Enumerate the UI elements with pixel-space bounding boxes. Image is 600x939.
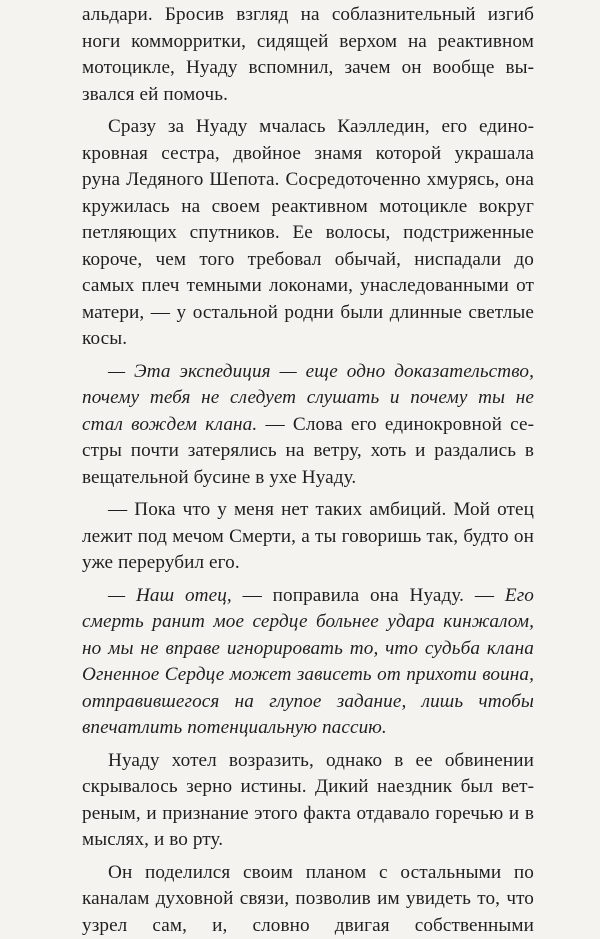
paragraph-expedition-dialogue xyxy=(82,359,534,492)
narration: — Слова его единокровной сестры почти затерялись на ветру, хоть и раздались в вещательной бусине в ухе Нуаду. xyxy=(82,414,534,488)
paragraph-father-reply: — Пока что у меня нет таких амбиций. Мой отец лежит под мечом Смерти, а ты говоришь так, будто он уже перерубил его. xyxy=(82,497,534,577)
paragraph-kaelledin: Сразу за Нуаду мчалась Каэлледин, его единокровная сестра, двойное знамя которой украшала руна Ледяного Шепота. Сосредоточенно хмурясь, она кружилась на своем реактивном мотоцикле вокруг петляющих спутников. Ее волосы, подстриженные короче, чем того требовал обычай, ниспадали до самых плеч темными локонами, унаследованными от матери, — у остальной родни были длинные светлые косы. xyxy=(82,114,534,353)
italic-speech: — Наш отец, xyxy=(108,585,232,606)
paragraph-continued: альдари. Бросив взгляд на соблазнительный изгиб ноги комморритки, сидящей верхом на реактивном мотоцикле, Нуаду вспомнил, зачем он вообще вызвался ей помочь. xyxy=(82,2,534,108)
narration: — поправила она Нуаду. — xyxy=(232,585,505,606)
paragraph-our-father xyxy=(82,583,534,742)
italic-speech: — Эта экспедиция — еще одно доказательство, почему тебя не следует слушать и почему ты не стал вождем клана. xyxy=(82,361,534,435)
italic-speech: Его смерть ранит мое сердце больнее удара кинжалом, но мы не вправе игнорировать то, что судьба клана Огненное Сердце может зависеть от прихоти воина, отправившегося на глупое задание, лишь чтобы впечатлить потенциальную пассию. xyxy=(82,585,534,739)
paragraph-wild-rider: Нуаду хотел возразить, однако в ее обвинении скрывалось зерно истины. Дикий наездник был ветреным, и признание этого факта отдавало горечью и в мыслях, и во рту. xyxy=(82,748,534,854)
paragraph-spirit-link: Он поделился своим планом с остальными по каналам духовной связи, позволив им увидеть то, что узрел сам, и, словно двигая собственными xyxy=(82,860,534,939)
